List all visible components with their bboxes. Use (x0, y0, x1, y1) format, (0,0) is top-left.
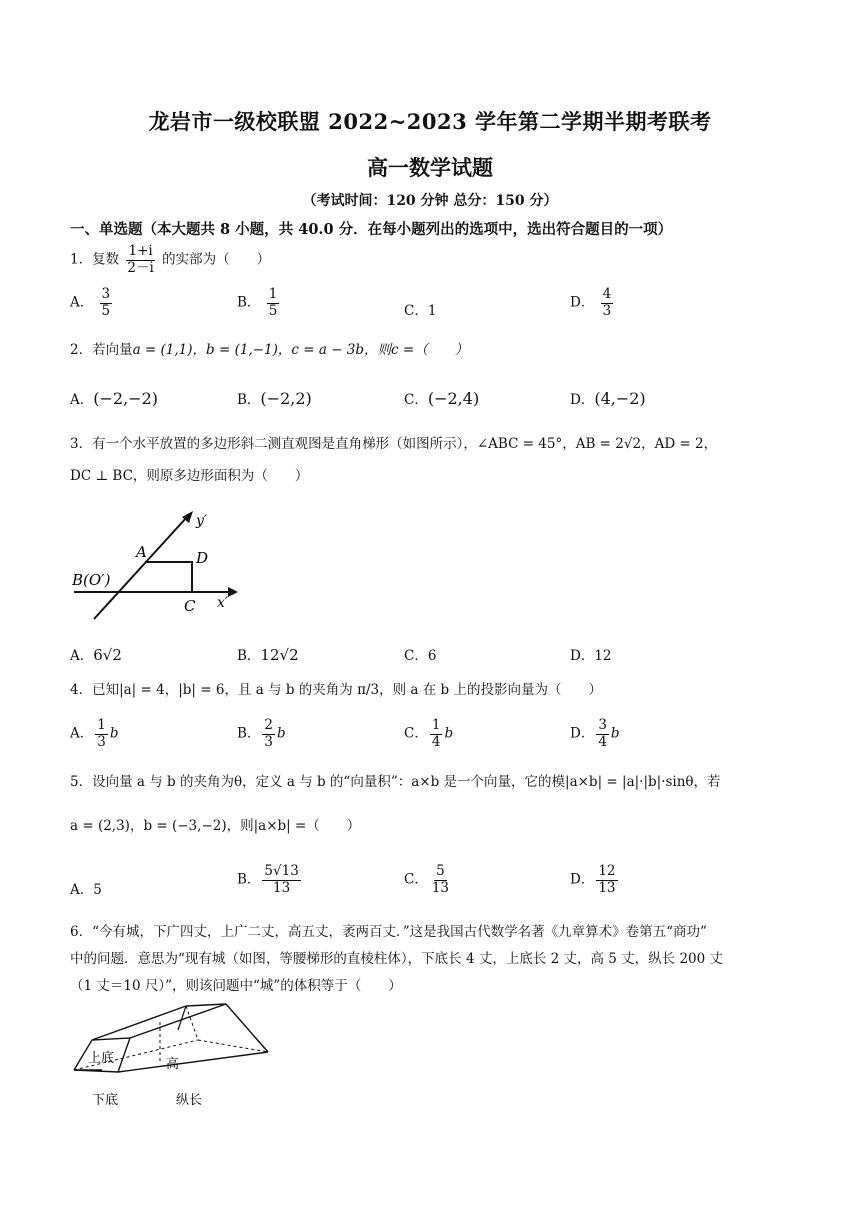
option-denominator: 4 (598, 733, 607, 750)
question-2 (70, 344, 468, 358)
q5-option-c (404, 864, 453, 896)
option-label: B． (237, 648, 261, 664)
option-text: 6 (427, 648, 437, 664)
option-text: (−2,−2) (93, 389, 158, 408)
q1-pre: 1．复数 (70, 251, 120, 268)
label-c: C (184, 597, 196, 615)
option-numerator: 5√13 (264, 863, 299, 879)
label-x-prime: x′ (217, 595, 229, 611)
q4-option-b (237, 718, 286, 750)
section-heading: 一、单选题（本大题共 8 小题，共 40.0 分．在每小题列出的选项中，选出符合题目的一项） (70, 221, 673, 238)
option-label: A． (70, 294, 94, 311)
option-text: 6√2 (93, 646, 122, 664)
q4-option-d (570, 718, 620, 750)
city-prism-figure (68, 1000, 278, 1112)
q4-option-c (404, 718, 453, 750)
q2-post: c =（ ） (391, 342, 469, 358)
option-denominator: 3 (602, 302, 612, 319)
option-label: C． (404, 303, 428, 319)
option-label: B． (237, 725, 261, 742)
question-5-line1: 5．设向量 a 与 b 的夹角为θ，定义 a 与 b 的“向量积”：a×b 是一个向量，它的模|a×b| = |a|·|b|·sinθ，若 (70, 774, 721, 790)
back-right-edge (226, 1004, 268, 1052)
q1-option-b (237, 287, 281, 319)
label-y-prime: y′ (196, 513, 208, 529)
question-6-line2: 中的问题．意思为“现有城（如图，等腰梯形的直棱柱体），下底长 4 丈，上底长 2 丈，高 5 丈，纵长 200 丈 (70, 951, 724, 967)
q2-vector-c: c = a − 3b，则 (291, 342, 392, 358)
option-label: C． (404, 725, 428, 742)
hidden-back-left-edge (186, 1006, 198, 1040)
q3-option-c (404, 644, 436, 664)
option-denominator: 3 (97, 733, 106, 750)
q1-denominator: 2－i (127, 259, 154, 276)
option-denominator: 5 (268, 302, 278, 319)
option-vector-b: b (109, 725, 119, 742)
q2-vector-a: a = (1,1)， (132, 342, 207, 358)
label-b: B(O′) (72, 571, 111, 589)
label-top-base: 上底 (88, 1051, 115, 1066)
q2-option-b (237, 388, 312, 408)
q2-option-d (570, 388, 646, 408)
x-axis-arrow (228, 587, 238, 597)
oblique-projection-figure (72, 505, 242, 640)
option-numerator: 1 (268, 286, 278, 302)
q5-option-b (237, 864, 303, 896)
option-label: C． (404, 392, 428, 408)
option-label: D． (570, 294, 595, 311)
q1-option-d (570, 287, 615, 319)
option-label: A． (70, 392, 94, 408)
option-label: B． (237, 871, 261, 888)
option-numerator: 5 (436, 863, 445, 879)
option-numerator: 3 (598, 717, 607, 733)
option-numerator: 4 (602, 286, 612, 302)
label-bottom-base: 下底 (92, 1093, 119, 1108)
option-label: D． (570, 392, 595, 408)
bottom-right-edge (118, 1052, 268, 1072)
option-numerator: 2 (264, 717, 274, 733)
option-text: (−2,4) (427, 389, 480, 408)
question-1 (70, 244, 270, 276)
option-numerator: 12 (598, 863, 616, 879)
question-6-line1: 6．“今有城，下广四丈，上广二丈，高五丈，袤两百丈．”这是我国古代数学名著《九章算术》卷第五“商功” (70, 924, 707, 940)
q1-option-a (70, 287, 114, 319)
q3-option-a (70, 644, 122, 664)
q2-option-c (404, 388, 479, 408)
option-text: (−2,2) (260, 389, 312, 408)
option-label: C． (404, 648, 428, 664)
q5-option-a (70, 878, 102, 898)
exam-title: 龙岩市一级校联盟 2022~2023 学年第二学期半期考联考 (148, 109, 712, 134)
exam-info: （考试时间：120 分钟 总分：150 分） (302, 193, 558, 209)
option-denominator: 13 (273, 879, 291, 896)
option-denominator: 3 (264, 733, 274, 750)
q3-option-d (570, 644, 612, 664)
option-numerator: 3 (101, 286, 111, 302)
q2-vector-b: b = (1,−1)， (206, 342, 292, 358)
q1-post: 的实部为（ ） (162, 251, 271, 268)
option-text: 12 (594, 648, 612, 664)
label-length: 纵长 (176, 1093, 203, 1108)
option-denominator: 5 (101, 302, 111, 319)
option-vector-b: b (610, 725, 620, 742)
option-label: B． (237, 294, 261, 311)
question-3-line2: DC ⊥ BC，则原多边形面积为（ ） (70, 468, 309, 484)
option-label: D． (570, 725, 595, 742)
option-label: D． (570, 871, 595, 888)
y-axis-line (94, 517, 187, 619)
option-vector-b: b (277, 725, 286, 742)
option-label: D． (570, 648, 595, 664)
option-label: A． (70, 648, 94, 664)
question-6-line3: （1 丈＝10 尺）”，则该问题中“城”的体积等于（ ） (70, 978, 402, 994)
q1-option-c (404, 299, 436, 319)
option-label: A． (70, 882, 94, 898)
option-numerator: 1 (97, 717, 106, 733)
label-height: 高 (166, 1057, 180, 1072)
q1-fraction (125, 244, 155, 276)
option-text: 5 (93, 882, 102, 898)
option-label: A． (70, 725, 94, 742)
question-4: 4．已知|a| = 4，|b| = 6，且 a 与 b 的夹角为 π/3，则 a 在 b 上的投影向量为（ ） (70, 682, 602, 698)
option-vector-b: b (444, 725, 454, 742)
option-denominator: 13 (598, 879, 616, 896)
option-text: 1 (427, 303, 437, 319)
option-label: C． (404, 871, 428, 888)
exam-subtitle: 高一数学试题 (367, 155, 493, 180)
hidden-back-bottom-edge (198, 1040, 268, 1052)
q2-option-a (70, 388, 158, 408)
q3-option-b (237, 644, 299, 664)
label-a: A (136, 543, 147, 561)
option-text: (4,−2) (594, 389, 646, 408)
q1-numerator: 1+i (128, 243, 153, 259)
trapezoid-sides (145, 562, 192, 592)
option-denominator: 13 (431, 879, 450, 896)
question-3-line1: 3．有一个水平放置的多边形斜二测直观图是直角梯形（如图所示），∠ABC = 45°，AB = 2√2，AD = 2， (70, 436, 718, 452)
label-d: D (196, 549, 209, 567)
option-text: 12√2 (260, 646, 299, 664)
q5-option-d (570, 864, 620, 896)
option-label: B． (237, 392, 261, 408)
q4-option-a (70, 718, 119, 750)
option-numerator: 1 (431, 717, 441, 733)
question-5-line2: a = (2,3)，b = (−3,−2)，则|a×b| =（ ） (70, 818, 361, 834)
q2-pre: 2．若向量 (70, 342, 133, 358)
option-denominator: 4 (431, 733, 441, 750)
